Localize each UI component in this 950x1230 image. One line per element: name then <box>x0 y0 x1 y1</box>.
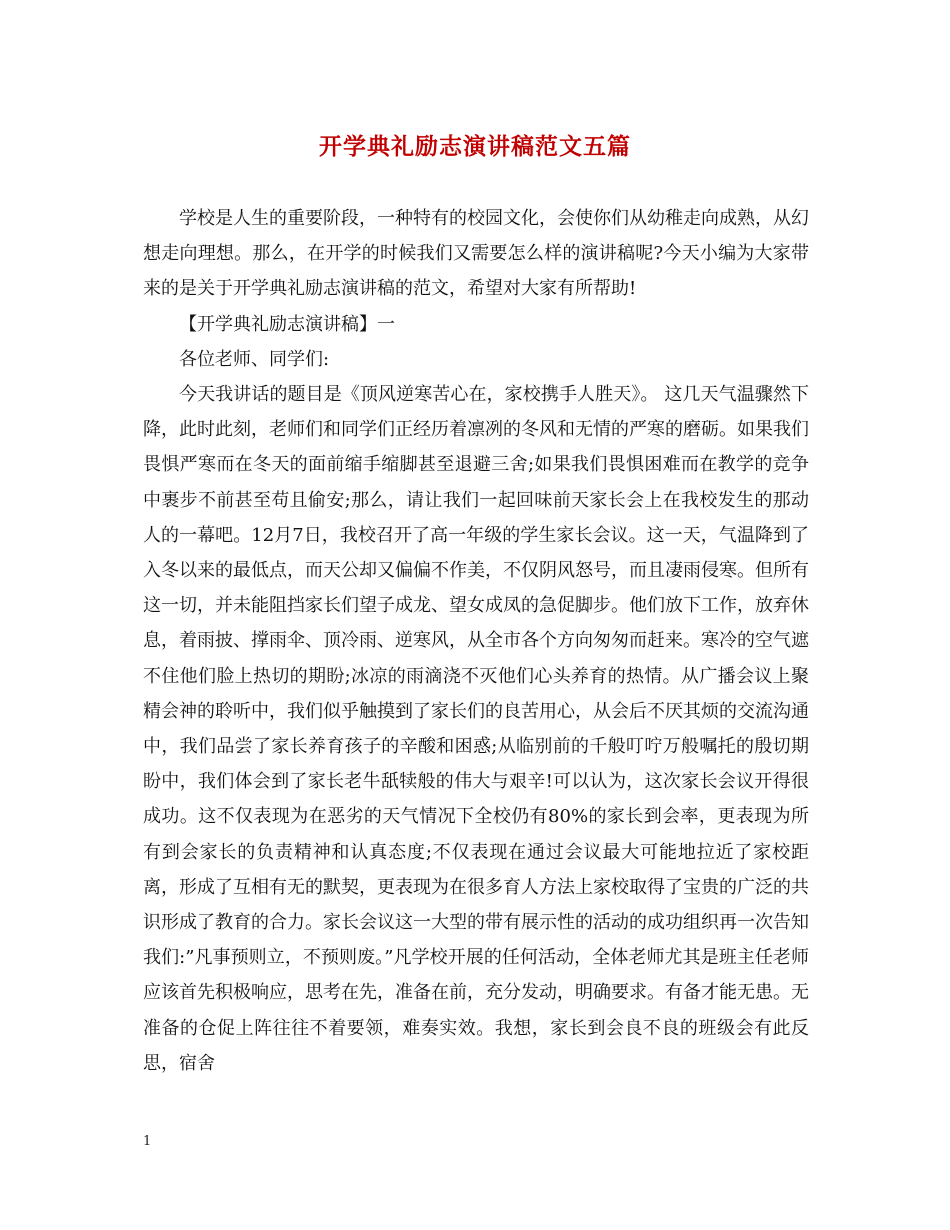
page-number: 1 <box>143 1134 152 1149</box>
intro-paragraph: 学校是人生的重要阶段，一种特有的校园文化，会使你们从幼稚走向成熟，从幻想走向理想。那么，在开学的时候我们又需要怎么样的演讲稿呢?今天小编为大家带来的是关于开学典礼励志演讲稿的范文，希望对大家有所帮助! <box>143 208 809 300</box>
section-heading: 【开学典礼励志演讲稿】一 <box>179 313 395 335</box>
document-body <box>143 201 809 1081</box>
salutation: 各位老师、同学们: <box>179 348 330 370</box>
document-title: 开学典礼励志演讲稿范文五篇 <box>319 133 631 160</box>
speech-paragraph: 今天我讲话的题目是《顶风逆寒苦心在，家校携手人胜天》。 这几天气温骤然下降，此时此刻，老师们和同学们正经历着凛冽的冬风和无情的严寒的磨砺。如果我们畏惧严寒而在冬天的面前缩手缩脚甚至退避三舍;如果我们畏惧困难而在教学的竞争中裹步不前甚至苟且偷安;那么，请让我们一起回味前天家长会上在我校发生的那动人的一幕吧。12月7日，我校召开了高一年级的学生家长会议。这一天，气温降到了入冬以来的最低点，而天公却又偏偏不作美，不仅阴风怒号，而且凄雨侵寒。但所有这一切，并未能阻挡家长们望子成龙、望女成凤的急促脚步。他们放下工作，放弃休息，着雨披、撑雨伞、顶冷雨、逆寒风，从全市各个方向匆匆而赶来。寒冷的空气遮不住他们脸上热切的期盼;冰凉的雨滴浇不灭他们心头养育的热情。从广播会议上聚精会神的聆听中，我们似乎触摸到了家长们的良苦用心，从会后不厌其烦的交流沟通中，我们品尝了家长养育孩子的辛酸和困惑;从临别前的千般叮咛万般嘱托的殷切期盼中，我们体会到了家长老牛舐犊般的伟大与艰辛!可以认为，这次家长会议开得很成功。这不仅表现为在恶劣的天气情况下全校仍有80%的家长到会率，更表现为所有到会家长的负责精神和认真态度;不仅表现在通过会议最大可能地拉近了家校距离，形成了互相有无的默契，更表现为在很多育人方法上家校取得了宝贵的广泛的共识形成了教育的合力。家长会议这一大型的带有展示性的活动的成功组织再一次告知我们:”凡事预则立，不预则废。”凡学校开展的任何活动，全体老师尤其是班主任老师应该首先积极响应，思考在先，准备在前，充分发动，明确要求。有备才能无患。无准备的仓促上阵往往不着要领，难奏实效。我想，家长到会良不良的班级会有此反思，宿舍 <box>143 384 809 1074</box>
